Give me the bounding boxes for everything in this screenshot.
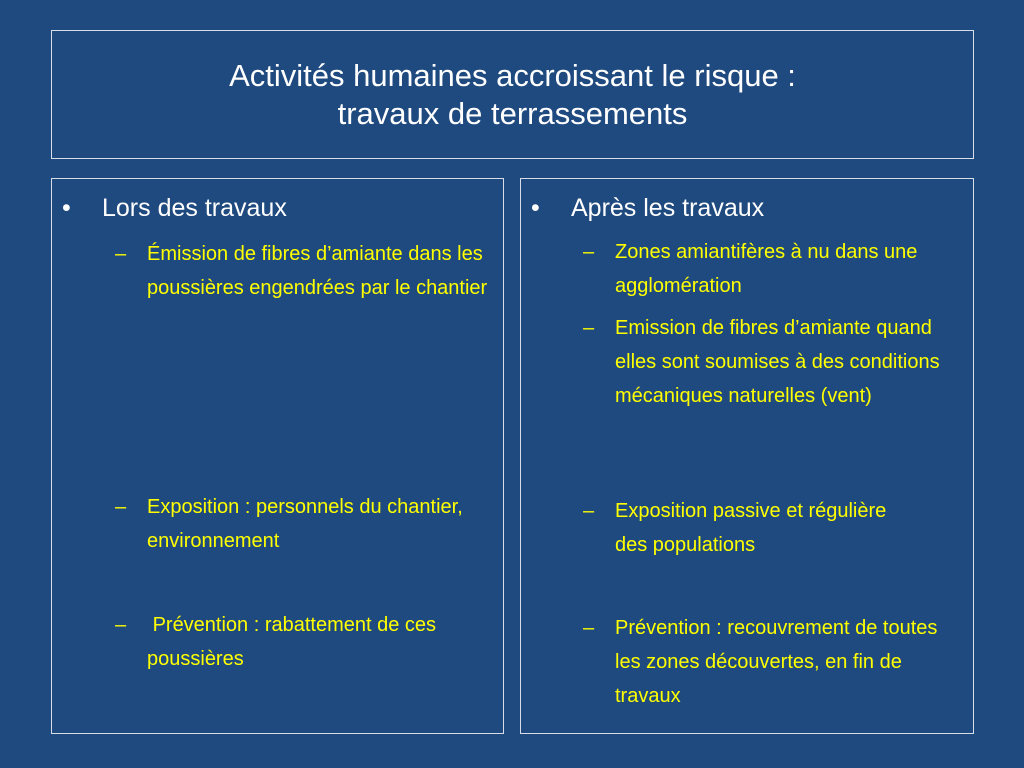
right-item-3-text: Exposition passive et régulière des populations: [615, 500, 887, 556]
left-item-2-text: Exposition : personnels du chantier, environnement: [147, 496, 463, 552]
dash-icon: –: [583, 241, 595, 263]
right-item-1: [583, 235, 948, 303]
dash-icon: –: [583, 317, 595, 339]
right-heading: Après les travaux: [571, 194, 765, 222]
left-column: [51, 178, 504, 734]
left-heading: Lors des travaux: [102, 194, 287, 222]
dash-icon: –: [115, 243, 127, 265]
dash-icon: –: [583, 617, 595, 639]
slide-title-line-2: travaux de terrassements: [337, 95, 688, 131]
dash-icon: –: [115, 614, 127, 636]
dash-icon: –: [115, 496, 127, 518]
right-item-4-text: Prévention : recouvrement de toutes les zones découvertes, en fin de travaux: [615, 617, 938, 707]
slide-title-line-1: Activités humaines accroissant le risque :: [229, 57, 796, 93]
left-item-3: [115, 608, 495, 676]
left-item-1-text: Émission de fibres d’amiante dans les poussières engendrées par le chantier: [147, 243, 488, 299]
right-column: [520, 178, 974, 734]
right-item-4: [583, 611, 965, 713]
right-item-2: [583, 311, 948, 413]
left-item-2: [115, 490, 475, 558]
right-item-2-text: Emission de fibres d’amiante quand elles sont soumises à des conditions mécaniques naturelles (vent): [615, 317, 940, 407]
left-item-3-text: Prévention : rabattement de ces poussières: [147, 614, 442, 670]
left-item-1: [115, 237, 495, 305]
title-box: [51, 30, 974, 159]
right-item-3: [583, 494, 913, 562]
bullet-dot-icon: •: [531, 194, 540, 222]
dash-icon: –: [583, 500, 595, 522]
bullet-dot-icon: •: [62, 194, 71, 222]
right-item-1-text: Zones amiantifères à nu dans une agglomération: [615, 241, 918, 297]
